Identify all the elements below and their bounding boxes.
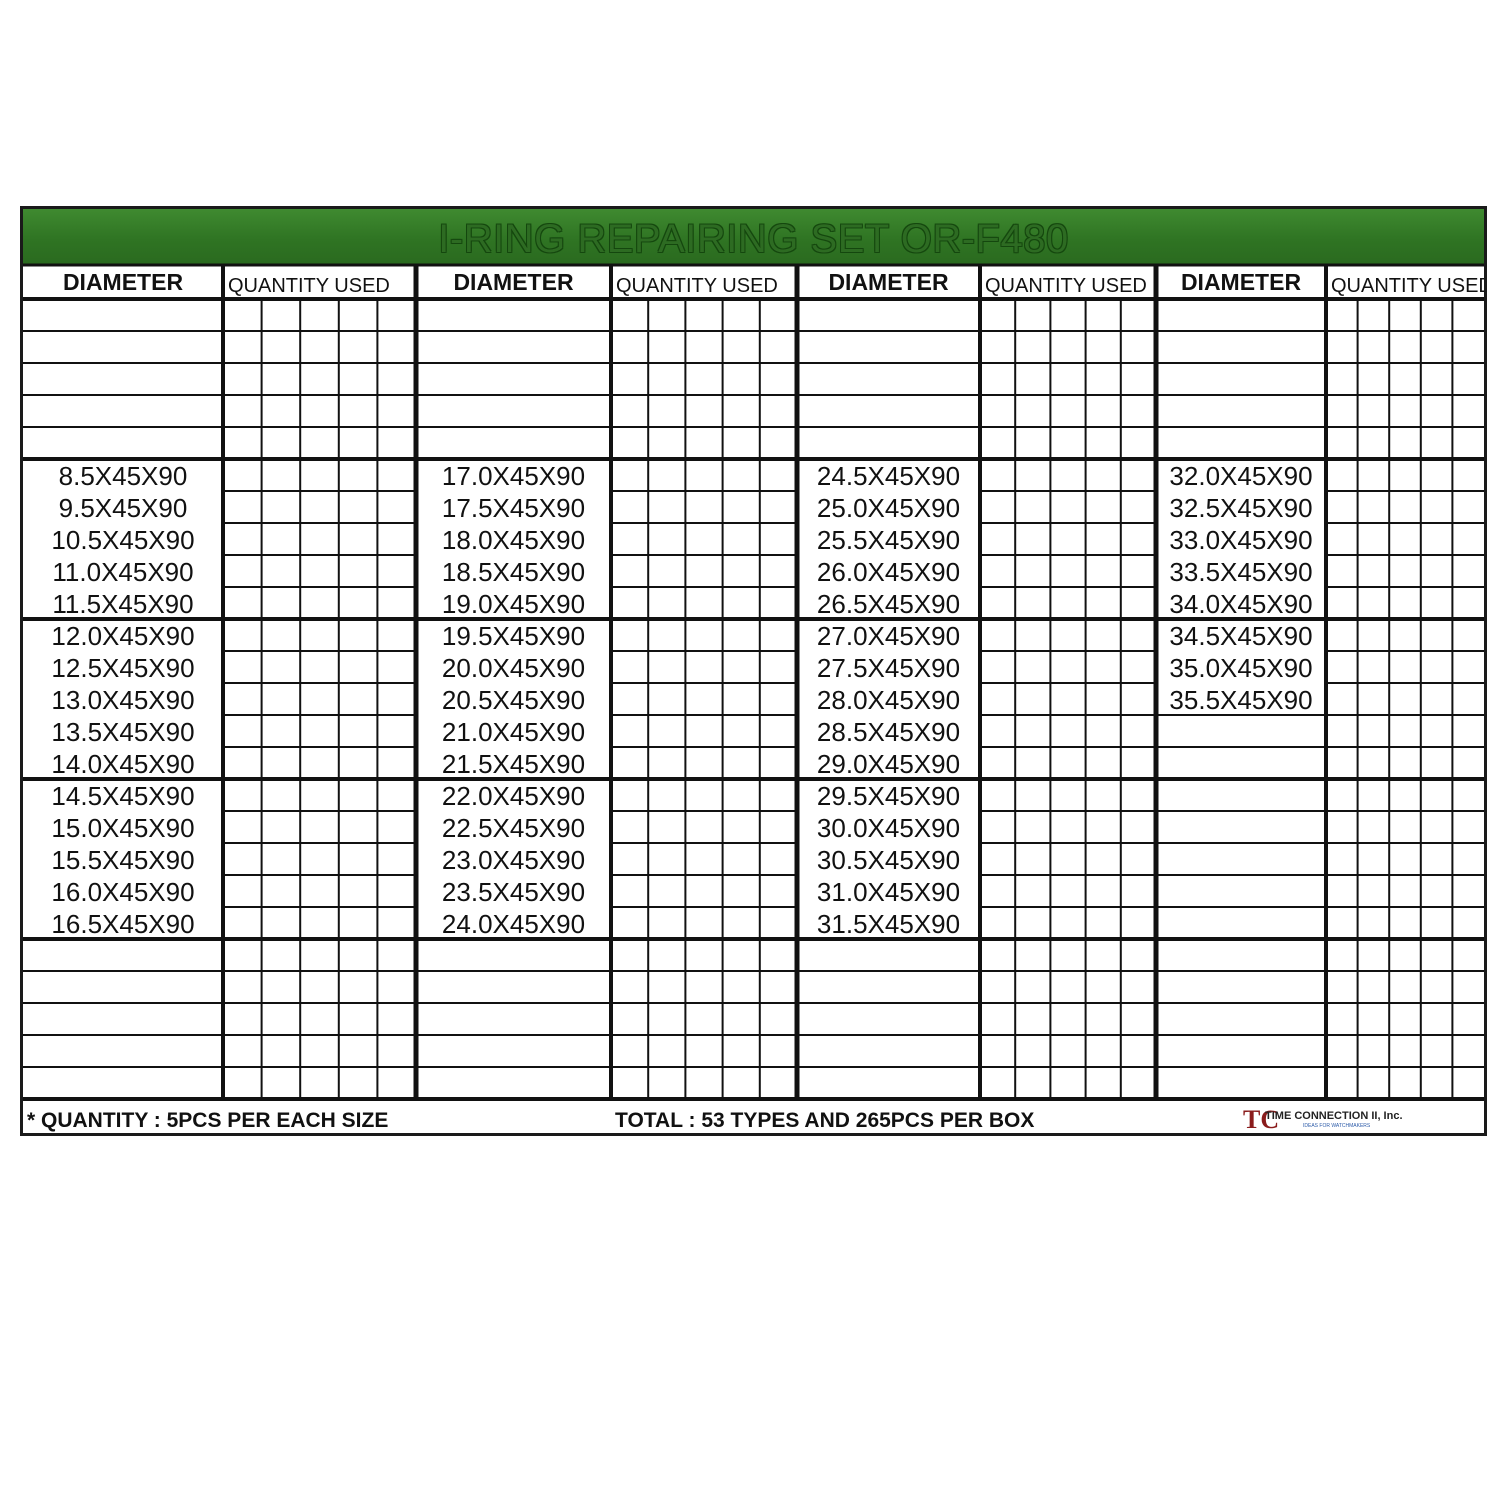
logo-mark: TC [1243,1105,1280,1134]
size-label: 35.5X45X90 [1169,685,1313,715]
size-label: 9.5X45X90 [58,493,188,523]
logo-name: TIME CONNECTION II, Inc. [1265,1110,1403,1122]
size-label: 15.5X45X90 [51,845,195,875]
size-label: 13.0X45X90 [51,685,195,715]
inventory-grid [23,209,1484,1107]
size-label: 20.0X45X90 [441,653,586,683]
size-label: 28.0X45X90 [816,685,961,715]
size-label: 14.0X45X90 [51,749,195,779]
size-label: 20.5X45X90 [441,685,586,715]
quantity-header: QUANTITY USED [1331,275,1484,297]
size-label: 12.0X45X90 [51,621,195,651]
size-label: 26.0X45X90 [816,557,961,587]
size-label: 18.5X45X90 [441,557,586,587]
size-label: 22.5X45X90 [441,813,586,843]
size-label: 32.5X45X90 [1169,493,1313,523]
size-label: 17.0X45X90 [441,461,586,491]
size-label: 29.5X45X90 [816,781,961,811]
size-label: 25.5X45X90 [816,525,961,555]
size-label: 15.0X45X90 [51,813,195,843]
diameter-header: DIAMETER [1180,269,1302,295]
logo-tagline: IDEAS FOR WATCHMAKERS [1303,1123,1371,1129]
quantity-header: QUANTITY USED [985,275,1147,297]
size-label: 24.0X45X90 [441,909,586,939]
size-label: 21.0X45X90 [441,717,586,747]
size-label: 23.0X45X90 [441,845,586,875]
size-label: 11.5X45X90 [52,589,194,619]
size-label: 32.0X45X90 [1169,461,1313,491]
size-label: 10.5X45X90 [51,525,195,555]
quantity-note: * QUANTITY : 5PCS PER EACH SIZE [27,1109,389,1132]
size-label: 34.0X45X90 [1169,589,1313,619]
size-label: 24.5X45X90 [816,461,961,491]
quantity-header: QUANTITY USED [228,275,390,297]
quantity-header: QUANTITY USED [616,275,778,297]
size-label: 33.5X45X90 [1169,557,1313,587]
size-label: 22.0X45X90 [441,781,586,811]
diameter-header: DIAMETER [828,269,949,295]
size-label: 19.0X45X90 [441,589,586,619]
size-label: 31.5X45X90 [816,909,961,939]
size-label: 29.0X45X90 [816,749,961,779]
repair-set-card [20,206,1487,1136]
size-label: 12.5X45X90 [51,653,195,683]
size-label: 13.5X45X90 [51,717,195,747]
size-label: 27.0X45X90 [816,621,961,651]
size-label: 34.5X45X90 [1169,621,1313,651]
size-label: 23.5X45X90 [441,877,586,907]
size-label: 8.5X45X90 [58,461,188,491]
size-label: 31.0X45X90 [816,877,961,907]
size-label: 33.0X45X90 [1169,525,1313,555]
size-label: 17.5X45X90 [441,493,586,523]
size-label: 25.0X45X90 [816,493,961,523]
inventory-grid-wrap [23,209,1484,1112]
size-label: 35.0X45X90 [1169,653,1313,683]
size-label: 18.0X45X90 [441,525,586,555]
size-label: 16.0X45X90 [51,877,195,907]
size-label: 11.0X45X90 [52,557,194,587]
size-label: 14.5X45X90 [51,781,195,811]
diameter-header: DIAMETER [62,269,184,295]
size-label: 26.5X45X90 [816,589,961,619]
size-label: 19.5X45X90 [441,621,586,651]
size-label: 30.5X45X90 [816,845,961,875]
size-label: 21.5X45X90 [441,749,586,779]
footer [23,1107,1484,1135]
size-label: 30.0X45X90 [816,813,961,843]
diameter-header: DIAMETER [453,269,574,295]
total-note: TOTAL : 53 TYPES AND 265PCS PER BOX [615,1109,1035,1132]
size-label: 16.5X45X90 [51,909,195,939]
size-label: 27.5X45X90 [816,653,961,683]
size-label: 28.5X45X90 [816,717,961,747]
page-title: I-RING REPAIRING SET OR-F480 [438,217,1069,261]
